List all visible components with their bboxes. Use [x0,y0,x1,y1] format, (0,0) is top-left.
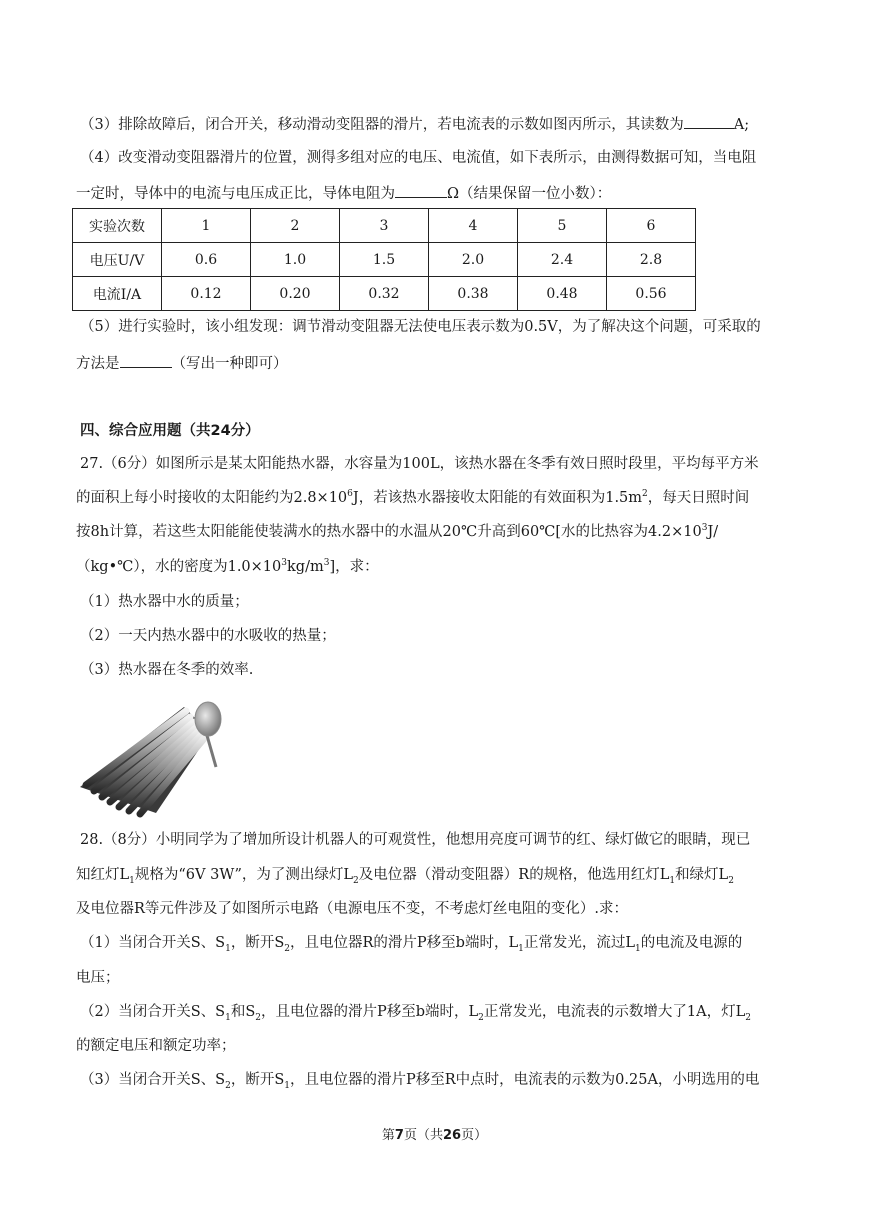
table-cell: 4 [429,209,518,243]
table-cell: 2.8 [607,243,696,277]
q26-part4-line2: 一定时，导体中的电流与电压成正比，导体电阻为 Ω（结果保留一位小数）： [76,182,611,204]
table-cell: 2.4 [518,243,607,277]
q27-sub2: （2）一天内热水器中的水吸收的热量； [80,628,336,644]
q26-part5-line2: 方法是 （写出一种即可） [76,352,288,374]
table-cell: 3 [340,209,429,243]
table-row-header: 电压U/V [73,243,162,277]
table-cell: 0.56 [607,277,696,311]
table-row-header: 电流I/A [73,277,162,311]
q26-part3: （3）排除故障后，闭合开关，移动滑动变阻器的滑片，若电流表的示数如图丙所示，其读数为 A; [80,113,749,135]
q27-line1: 27.（6分）如图所示是某太阳能热水器，水容量为100L，该热水器在冬季有效日照时段里，平均每平方米 [80,456,759,472]
table-cell: 0.48 [518,277,607,311]
section-title: 四、综合应用题（共24分） [80,423,260,439]
table-row-header: 实验次数 [73,209,162,243]
q28-sub1-line2: 电压； [76,970,120,986]
q27-line2: 的面积上每小时接收的太阳能约为$2.8\times 10^6J$，若该热水器接收太阳能的有效面积为$1.5m^2$，每天日照时间 [76,489,750,506]
q26-part5-line1: （5）进行实验时，该小组发现：调节滑动变阻器无法使电压表示数为0.5V，为了解决这个问题，可采取的 [80,319,761,335]
page-number: 7 [394,1128,404,1143]
table-cell: 0.38 [429,277,518,311]
data-table [72,208,696,311]
solar-water-heater-icon [76,695,226,820]
q28-sub2: （2）当闭合开关S、$S_1$和$S_2$，且电位器的滑片P移至b端时，$L_2$正常发光，电流表的示数增大了1A，灯$L_2$ [80,1004,751,1023]
page-total: 26 [442,1128,462,1143]
table-cell: 5 [518,209,607,243]
table-cell: 1.0 [251,243,340,277]
q27-sub1: （1）热水器中水的质量； [80,594,249,610]
table-cell: 6 [607,209,696,243]
table-cell: 0.12 [162,277,251,311]
table-cell: 2.0 [429,243,518,277]
answer-blank-method [120,352,172,368]
table-row [73,277,696,311]
q28-line3: 及电位器R等元件涉及了如图所示电路（电源电压不变，不考虑灯丝电阻的变化）.求： [76,901,629,917]
table-row [73,209,696,243]
table-row [73,243,696,277]
q28-sub1: （1）当闭合开关S、$S_1$，断开$S_2$，且电位器R的滑片P移至b端时，$L_1$正常发光，流过$L_1$的电流及电源的 [80,935,743,954]
q27-line4: （kg•℃），水的密度为$1.0\times 10^3kg/m^3$]，求： [76,558,379,575]
page-footer: 第7页（共26页） [381,1128,488,1143]
q28-line1: 28.（8分）小明同学为了增加所设计机器人的可观赏性，他想用亮度可调节的红、绿灯做它的眼睛，现已 [80,832,751,848]
table-cell: 0.6 [162,243,251,277]
q27-line3: 按8h计算，若这些太阳能能使装满水的热水器中的水温从20℃升高到60℃[水的比热容为$4.2\times 10^3J/$ [76,523,719,540]
table-cell: 2 [251,209,340,243]
q27-sub3: （3）热水器在冬季的效率. [80,662,254,678]
q28-line2: 知红灯$L_1$规格为“6V 3W”，为了测出绿灯$L_2$及电位器（滑动变阻器）R的规格，他选用红灯$L_1$和绿灯$L_2$ [76,867,734,886]
table-cell: 0.32 [340,277,429,311]
answer-blank-current [684,113,734,129]
q26-part4-line1: （4）改变滑动变阻器滑片的位置，测得多组对应的电压、电流值，如下表所示，由测得数据可知，当电阻 [80,150,757,166]
q28-sub3: （3）当闭合开关S、$S_2$，断开$S_1$，且电位器的滑片P移至R中点时，电流表的示数为0.25A，小明选用的电 [80,1072,760,1091]
table-cell: 1 [162,209,251,243]
table-cell: 0.20 [251,277,340,311]
q28-sub2-line2: 的额定电压和额定功率； [76,1038,236,1054]
answer-blank-resistance [395,182,447,198]
table-cell: 1.5 [340,243,429,277]
